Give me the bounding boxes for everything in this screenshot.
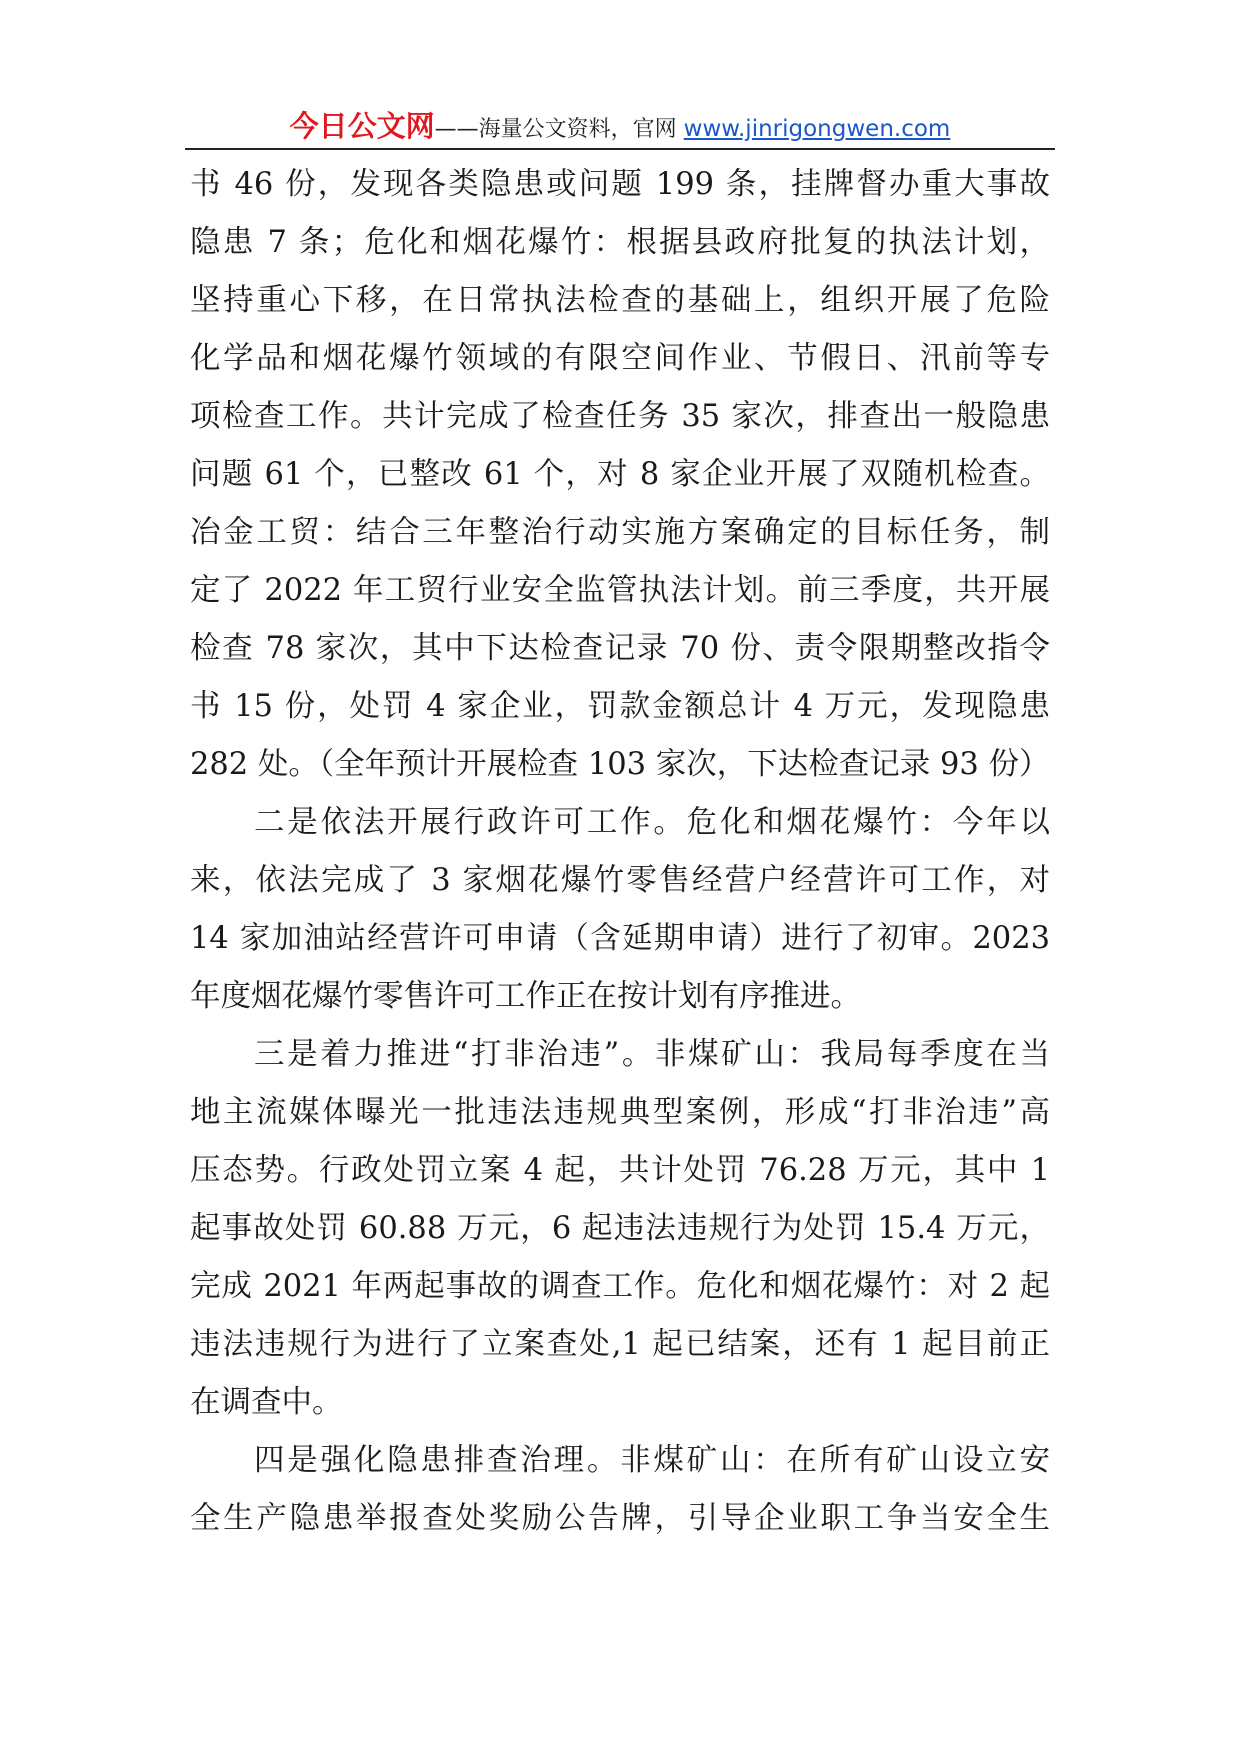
body-line: 违法违规行为进行了立案查处,1 起已结案，还有 1 起目前正 [190,1327,1050,1362]
body-line: 隐患 7 条；危化和烟花爆竹：根据县政府批复的执法计划， [190,225,1050,260]
site-brand: 今日公文网 [289,109,435,143]
body-line: 项检查工作。共计完成了检查任务 35 家次，排查出一般隐患 [190,399,1050,434]
header-rule [185,148,1055,150]
body-line: 282 处。（全年预计开展检查 103 家次，下达检查记录 93 份） [190,747,1050,782]
document-body [190,156,1050,1548]
body-line: 定了 2022 年工贸行业安全监管执法计划。前三季度，共开展 [190,573,1050,608]
body-line: 化学品和烟花爆竹领域的有限空间作业、节假日、汛前等专 [190,341,1050,376]
body-line: 冶金工贸：结合三年整治行动实施方案确定的目标任务，制 [190,515,1050,550]
body-line: 坚持重心下移，在日常执法检查的基础上，组织开展了危险 [190,283,1050,318]
paragraph-start-line: 三是着力推进“打非治违”。非煤矿山：我局每季度在当 [254,1037,1050,1072]
body-line: 书 15 份，处罚 4 家企业，罚款金额总计 4 万元，发现隐患 [190,689,1050,724]
body-line: 在调查中。 [190,1385,343,1420]
site-header [185,104,1055,146]
body-line: 年度烟花爆竹零售许可工作正在按计划有序推进。 [190,979,861,1014]
body-line: 检查 78 家次，其中下达检查记录 70 份、责令限期整改指令 [190,631,1050,666]
body-line: 书 46 份，发现各类隐患或问题 199 条，挂牌督办重大事故 [190,167,1050,202]
paragraph-start-line: 四是强化隐患排查治理。非煤矿山：在所有矿山设立安 [254,1443,1050,1478]
paragraph-start-line: 二是依法开展行政许可工作。危化和烟花爆竹：今年以 [254,805,1050,840]
header-dash: —— [434,117,479,142]
body-line: 压态势。行政处罚立案 4 起，共计处罚 76.28 万元，其中 1 [190,1153,1050,1188]
body-line: 完成 2021 年两起事故的调查工作。危化和烟花爆竹：对 2 起 [190,1269,1050,1304]
header-tagline: 海量公文资料，官网 [478,117,684,142]
body-line: 14 家加油站经营许可申请（含延期申请）进行了初审。2023 [190,921,1050,956]
site-url-link[interactable]: www.jinrigongwen.com [683,116,951,142]
body-line: 问题 61 个，已整改 61 个，对 8 家企业开展了双随机检查。 [190,457,1050,492]
body-line: 全生产隐患举报查处奖励公告牌，引导企业职工争当安全生 [190,1501,1050,1536]
body-line: 起事故处罚 60.88 万元，6 起违法违规行为处罚 15.4 万元， [190,1211,1050,1246]
body-line: 来，依法完成了 3 家烟花爆竹零售经营户经营许可工作，对 [190,863,1050,898]
body-line: 地主流媒体曝光一批违法违规典型案例，形成“打非治违”高 [190,1095,1050,1130]
